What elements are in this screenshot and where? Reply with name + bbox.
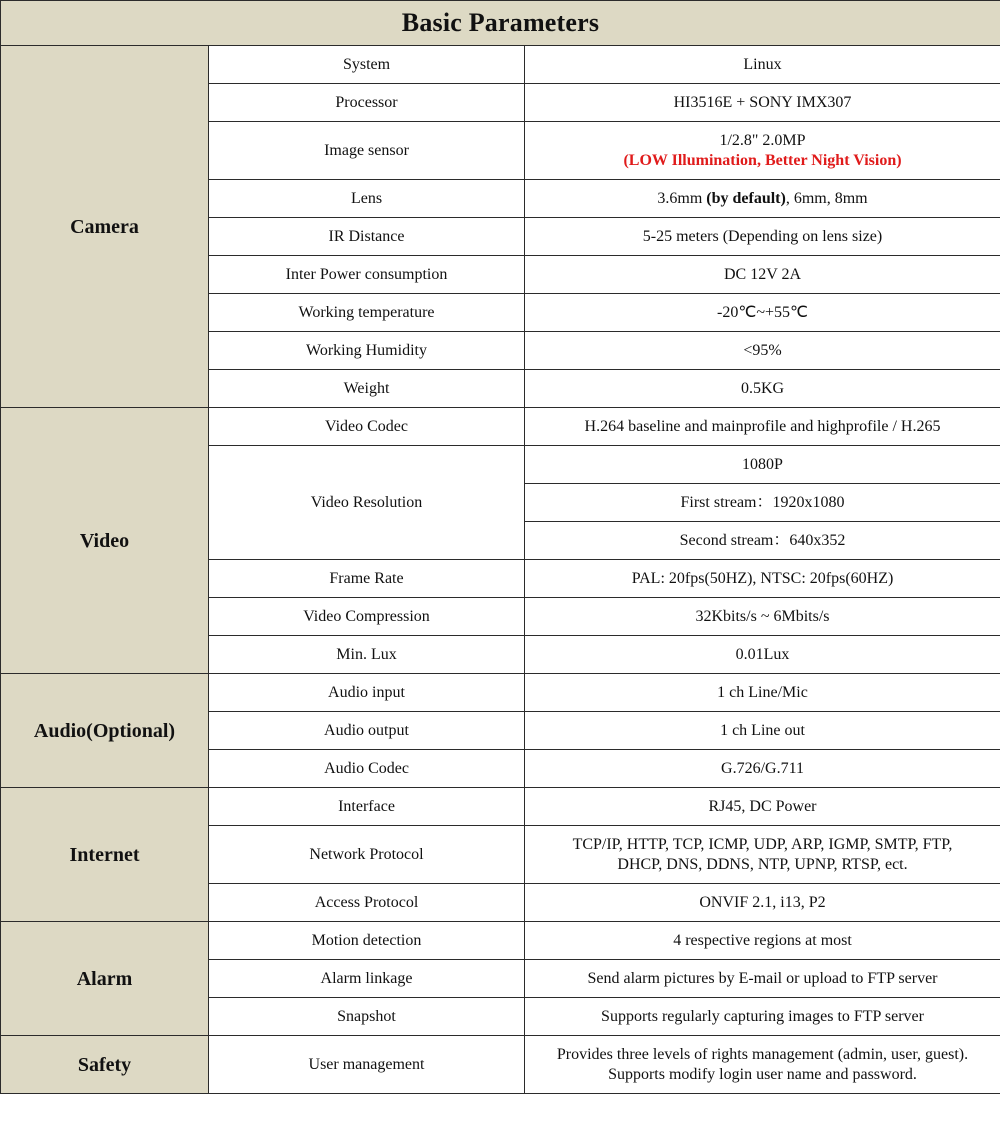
param-label: User management: [209, 1036, 525, 1094]
table-row: [1, 922, 1000, 960]
param-label: Snapshot: [209, 998, 525, 1036]
category-internet: Internet: [1, 788, 209, 922]
user-management-line: Supports modify login user name and password.: [608, 1065, 917, 1083]
param-value: 1080P: [525, 446, 1000, 484]
param-value: HI3516E + SONY IMX307: [525, 84, 1000, 122]
param-value: Second stream：640x352: [525, 522, 1000, 560]
param-value: [525, 122, 1000, 180]
param-label: Working Humidity: [209, 332, 525, 370]
table-row: [1, 408, 1000, 446]
param-value: 1 ch Line/Mic: [525, 674, 1000, 712]
network-protocol-line: TCP/IP, HTTP, TCP, ICMP, UDP, ARP, IGMP, SMTP, FTP,: [572, 835, 953, 853]
param-label: Processor: [209, 84, 525, 122]
user-management-line: Provides three levels of rights management (admin, user, guest).: [556, 1045, 969, 1063]
table-row: [1, 674, 1000, 712]
param-value: First stream：1920x1080: [525, 484, 1000, 522]
param-label: Video Resolution: [209, 446, 525, 560]
param-label: Motion detection: [209, 922, 525, 960]
param-value: <95%: [525, 332, 1000, 370]
param-label: Min. Lux: [209, 636, 525, 674]
param-value: 0.01Lux: [525, 636, 1000, 674]
param-value: Linux: [525, 46, 1000, 84]
lens-default-note: (by default): [706, 189, 786, 207]
network-protocol-line: DHCP, DNS, DDNS, NTP, UPNP, RTSP, ect.: [617, 855, 908, 873]
table-row: [1, 46, 1000, 84]
param-label: Audio output: [209, 712, 525, 750]
param-label: Video Codec: [209, 408, 525, 446]
param-value: RJ45, DC Power: [525, 788, 1000, 826]
param-label: Lens: [209, 180, 525, 218]
param-value: 4 respective regions at most: [525, 922, 1000, 960]
category-safety: Safety: [1, 1036, 209, 1094]
param-value: 5-25 meters (Depending on lens size): [525, 218, 1000, 256]
param-label: Video Compression: [209, 598, 525, 636]
param-value: [525, 826, 1000, 884]
category-alarm: Alarm: [1, 922, 209, 1036]
lens-value-default: 3.6mm: [657, 189, 707, 207]
param-value: Supports regularly capturing images to FTP server: [525, 998, 1000, 1036]
table-row: [1, 788, 1000, 826]
category-video: Video: [1, 408, 209, 674]
table-title: Basic Parameters: [1, 1, 1000, 46]
param-value: 32Kbits/s ~ 6Mbits/s: [525, 598, 1000, 636]
param-label: Alarm linkage: [209, 960, 525, 998]
param-value: -20℃~+55℃: [525, 294, 1000, 332]
param-label: System: [209, 46, 525, 84]
param-value: G.726/G.711: [525, 750, 1000, 788]
param-label: Working temperature: [209, 294, 525, 332]
param-label: Image sensor: [209, 122, 525, 180]
category-audio: Audio(Optional): [1, 674, 209, 788]
param-value: DC 12V 2A: [525, 256, 1000, 294]
category-camera: Camera: [1, 46, 209, 408]
lens-value-options: , 6mm, 8mm: [785, 189, 868, 207]
param-value: PAL: 20fps(50HZ), NTSC: 20fps(60HZ): [525, 560, 1000, 598]
param-label: Inter Power consumption: [209, 256, 525, 294]
param-label: Frame Rate: [209, 560, 525, 598]
param-value: 1 ch Line out: [525, 712, 1000, 750]
image-sensor-value: 1/2.8" 2.0MP: [719, 131, 806, 149]
param-label: Interface: [209, 788, 525, 826]
param-label: Network Protocol: [209, 826, 525, 884]
image-sensor-highlight: (LOW Illumination, Better Night Vision): [623, 151, 902, 169]
table-row: [1, 1036, 1000, 1094]
param-value: 0.5KG: [525, 370, 1000, 408]
param-value: ONVIF 2.1, i13, P2: [525, 884, 1000, 922]
param-label: IR Distance: [209, 218, 525, 256]
param-value: Send alarm pictures by E-mail or upload to FTP server: [525, 960, 1000, 998]
param-label: Weight: [209, 370, 525, 408]
param-value: H.264 baseline and mainprofile and highprofile / H.265: [525, 408, 1000, 446]
param-label: Audio Codec: [209, 750, 525, 788]
param-value: [525, 1036, 1000, 1094]
param-label: Access Protocol: [209, 884, 525, 922]
param-label: Audio input: [209, 674, 525, 712]
param-value: [525, 180, 1000, 218]
